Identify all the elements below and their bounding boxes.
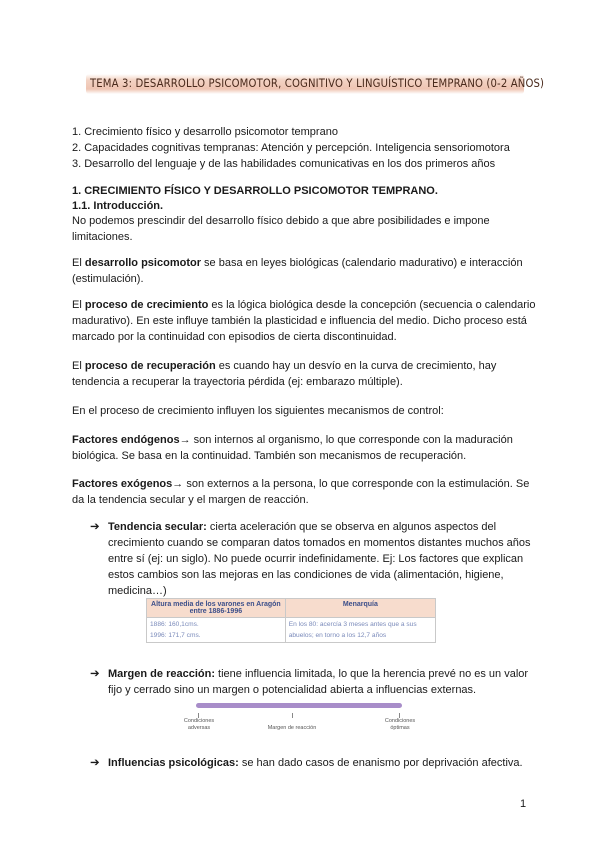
table-cell-heights bbox=[147, 618, 286, 643]
exogenos-paragraph: Factores exógenos→ son externos a la persona, lo que corresponde con la estimulación. Se da la tendencia secular y el margen de reacción. bbox=[72, 478, 530, 506]
table-cell-menarquia: En los 80: acercía 3 meses antes que a sus abuelos; en torno a los 12,7 años bbox=[285, 618, 435, 643]
endogenos-paragraph: Factores endógenos→ son internos al organismo, lo que corresponde con la maduración biológica. Se basa en la continuidad. También son mecanismos de recuperación. bbox=[72, 434, 513, 462]
arrow-bullet-icon: ➔ bbox=[90, 757, 100, 769]
table-header-menarquia: Menarquía bbox=[285, 599, 435, 618]
toc-item-2: 2. Capacidades cognitivas tempranas: Atención y percepción. Inteligencia sensoriomotora bbox=[72, 142, 510, 154]
mecanismos-paragraph: En el proceso de crecimiento influyen los siguientes mecanismos de control: bbox=[72, 405, 444, 417]
table-row: 1996: 171,7 cms. bbox=[150, 632, 201, 639]
label-optimas: Condiciones óptimas bbox=[384, 718, 416, 731]
toc-item-3: 3. Desarrollo del lenguaje y de las habilidades comunicativas en los dos primeros años bbox=[72, 158, 496, 170]
tendencia-secular-bullet: Tendencia secular: cierta aceleración que se observa en algunos aspectos del crecimiento cuando se comparan datos tomados en momentos distantes muchos años entre sí (ej: un siglo). No puede ocurrir indefinidamente. Ej: Los factores que explican estos cambios son las mejoras en las condiciones de vida (alimentación, higiene, medicina…) bbox=[108, 521, 531, 597]
margen-reaccion-bullet: Margen de reacción: tiene influencia limitada, lo que la herencia prevé no es un valor fijo y cerrado sino un margen o potencialidad abierta a influencias externas. bbox=[108, 668, 529, 696]
arrow-bullet-icon: ➔ bbox=[90, 668, 100, 680]
section-heading: 1. CRECIMIENTO FÍSICO Y DESARROLLO PSICOMOTOR TEMPRANO. bbox=[72, 185, 438, 197]
label-margen: Margen de reacción bbox=[267, 725, 317, 731]
section-subheading: 1.1. Introducción. bbox=[72, 200, 164, 212]
tick-middle bbox=[292, 713, 293, 718]
table-header-height: Altura media de los varones en Aragón entre 1886-1996 bbox=[147, 599, 286, 618]
page-number: 1 bbox=[520, 798, 527, 810]
influencias-psicologicas-bullet: Influencias psicológicas: se han dado casos de enanismo por deprivación afectiva. bbox=[108, 757, 523, 769]
psicomotor-paragraph: El desarrollo psicomotor se basa en leyes biológicas (calendario madurativo) e interacción (estimulación). bbox=[72, 257, 523, 285]
toc-item-1: 1. Crecimiento físico y desarrollo psicomotor temprano bbox=[72, 126, 338, 138]
crecimiento-paragraph: El proceso de crecimiento es la lógica biológica desde la concepción (secuencia o calendario madurativo). En este influye también la plasticidad e influencia del medio. Dicho proceso está marcado por la continuidad con episodios de cierta discontinuidad. bbox=[72, 299, 536, 343]
intro-paragraph: No podemos prescindir del desarrollo físico debido a que abre posibilidades e impone limitaciones. bbox=[72, 215, 490, 243]
reaction-margin-bar bbox=[196, 703, 402, 708]
height-table bbox=[146, 598, 436, 643]
arrow-bullet-icon: ➔ bbox=[90, 521, 100, 533]
table-row: 1886: 160,1cms. bbox=[150, 621, 199, 628]
page-title: TEMA 3: DESARROLLO PSICOMOTOR, COGNITIVO Y LINGUÍSTICO TEMPRANO (0-2 AÑOS) bbox=[86, 74, 524, 94]
recuperacion-paragraph: El proceso de recuperación es cuando hay un desvío en la curva de crecimiento, hay tendencia a recuperar la trayectoria pérdida (ej: embarazo múltiple). bbox=[72, 360, 497, 388]
label-adversas: Condiciones adversas bbox=[183, 718, 215, 731]
